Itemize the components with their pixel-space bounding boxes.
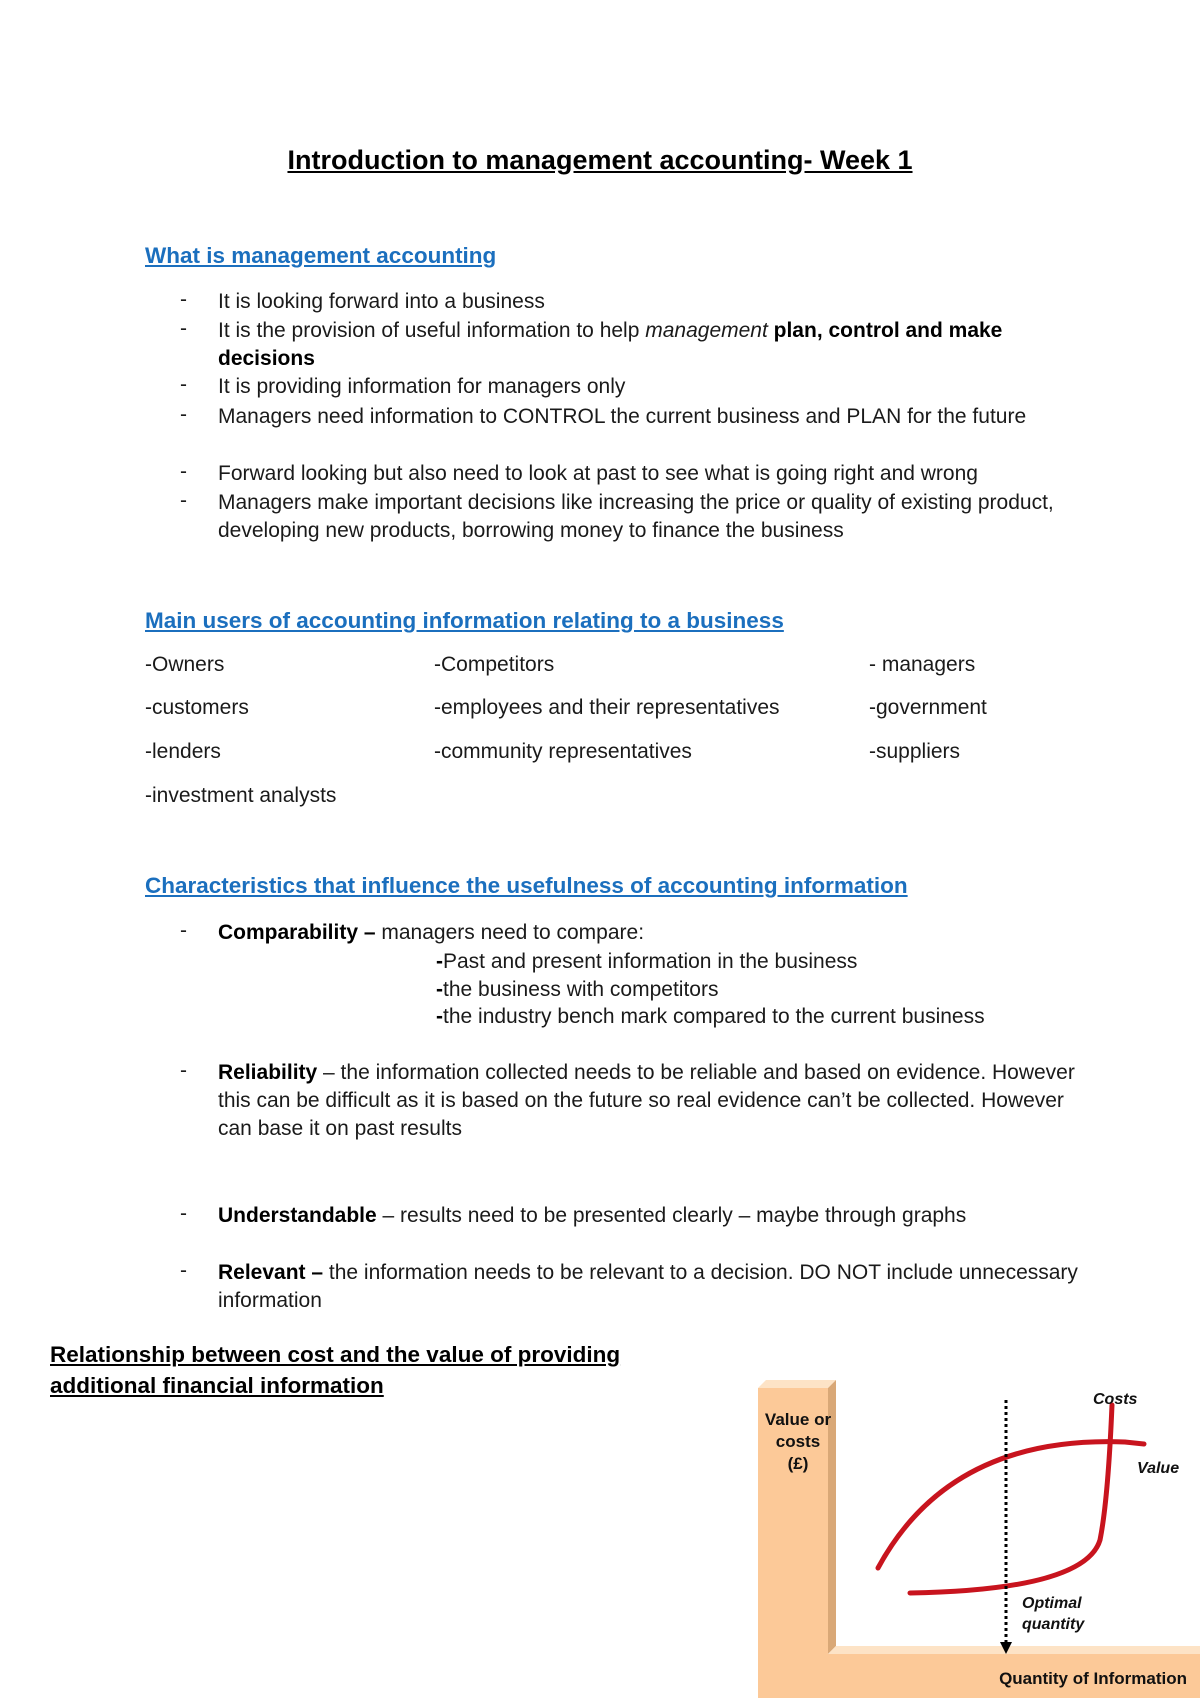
optimal-label-line2: quantity (1022, 1616, 1085, 1633)
user-item: -lenders (145, 740, 221, 763)
user-item: -suppliers (869, 740, 961, 763)
bullet-dash: - (180, 1202, 187, 1225)
bullet-dash: - (180, 489, 187, 512)
list-item-understandable: Understandable – results need to be presented clearly – maybe through graphs (218, 1204, 967, 1227)
user-item: -Owners (145, 653, 225, 676)
section-heading-what-is: What is management accounting (145, 243, 497, 268)
list-item: Managers make important decisions like increasing the price or quality of existing product, developing new products, borrowing money to finance the business (218, 491, 1054, 542)
user-item: -government (869, 696, 987, 719)
y-axis-top (758, 1380, 836, 1388)
bullet-dash: - (180, 317, 187, 340)
user-item: -employees and their representatives (434, 696, 780, 719)
list-item-relevant: Relevant – the information needs to be relevant to a decision. DO NOT include unnecessary information (218, 1261, 1078, 1312)
bullet-dash: - (180, 1059, 187, 1082)
bullet-dash: - (180, 373, 187, 396)
costs-label: Costs (1093, 1391, 1138, 1408)
user-item: -customers (145, 696, 249, 719)
bullet-dash: - (180, 1259, 187, 1282)
list-item: It is the provision of useful information to help management plan, control and make decisions (218, 319, 1003, 370)
y-axis-label-line2: costs (775, 1432, 821, 1451)
section-heading-users: Main users of accounting information relating to a business (145, 608, 784, 633)
list-item: It is providing information for managers only (218, 375, 626, 398)
user-item: - managers (869, 653, 976, 676)
y-axis-label-line1: Value or (764, 1410, 832, 1429)
cost-value-diagram (740, 1380, 1200, 1698)
list-item: It is looking forward into a business (218, 290, 545, 313)
list-item-reliability: Reliability – the information collected needs to be reliable and based on evidence. However this can be difficult as it is based on the future so real evidence can’t be collected. However can base it on past results (218, 1061, 1075, 1140)
x-axis-label: Quantity of Information (999, 1669, 1187, 1688)
bullet-dash: - (180, 919, 187, 942)
bullet-dash: - (180, 403, 187, 426)
optimal-label-line1: Optimal (1022, 1595, 1082, 1612)
list-item: Forward looking but also need to look at past to see what is going right and wrong (218, 462, 978, 485)
x-axis-top (828, 1646, 1200, 1654)
user-item: -Competitors (434, 653, 555, 676)
section-heading-characteristics: Characteristics that influence the usefulness of accounting information (145, 873, 908, 898)
compare-item: -the business with competitors (436, 978, 719, 1001)
value-label: Value (1137, 1460, 1180, 1477)
page-title: Introduction to management accounting- Week 1 (287, 145, 913, 175)
list-item: Managers need information to CONTROL the current business and PLAN for the future (218, 405, 1027, 428)
section-heading-relationship: Relationship between cost and the value of providing additional financial information (50, 1342, 621, 1398)
compare-item: -the industry bench mark compared to the current business (436, 1005, 985, 1028)
cost-curve (910, 1405, 1112, 1593)
user-item: -community representatives (434, 740, 692, 763)
compare-item: -Past and present information in the business (436, 950, 858, 973)
user-item: -investment analysts (145, 784, 337, 807)
list-item-comparability: Comparability – managers need to compare: (218, 921, 645, 944)
y-axis-label-line3: (£) (787, 1454, 809, 1473)
bullet-dash: - (180, 460, 187, 483)
bullet-dash: - (180, 288, 187, 311)
